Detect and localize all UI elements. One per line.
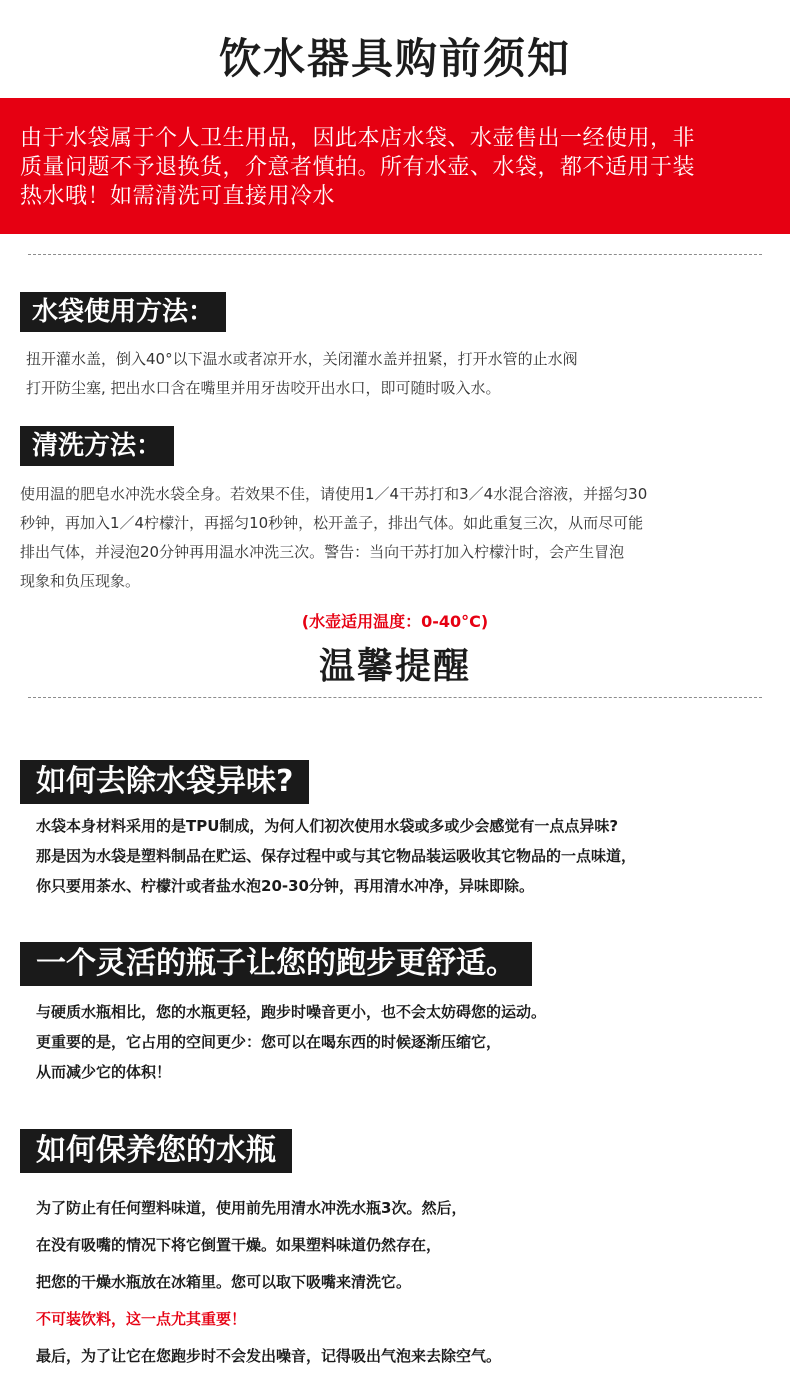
care-warning: 不可装饮料，这一点尤其重要！ — [36, 1310, 247, 1328]
care-line: 在没有吸嘴的情况下将它倒置干燥。如果塑料味道仍然存在， — [36, 1236, 442, 1254]
flexible-text — [36, 997, 546, 1087]
divider — [28, 254, 762, 255]
cleaning-text — [20, 480, 647, 596]
notice-line: 热水哦！如需清洗可直接用冷水 — [20, 184, 336, 209]
odor-heading: 如何去除水袋异味? — [20, 760, 309, 804]
cleaning-heading: 清洗方法： — [20, 426, 174, 466]
tips-title: 温馨提醒 — [318, 646, 471, 687]
odor-text — [36, 811, 636, 901]
cleaning-line: 使用温的肥皂水冲洗水袋全身。若效果不佳，请使用1／4干苏打和3／4水混合溶液，并摇匀30 — [20, 485, 648, 503]
notice-banner — [0, 98, 790, 234]
temperature-note: (水壶适用温度：0-40°C) — [301, 612, 489, 631]
odor-line: 你只要用茶水、柠檬汁或者盐水泡20-30分钟，再用清水冲净，异味即除。 — [36, 877, 534, 895]
notice-line: 质量问题不予退换货，介意者慎拍。所有水壶、水袋，都不适用于装 — [20, 155, 696, 180]
usage-line: 打开防尘塞, 把出水口含在嘴里并用牙齿咬开出水口，即可随时吸入水。 — [26, 379, 501, 397]
care-heading: 如何保养您的水瓶 — [20, 1129, 292, 1173]
flexible-line: 更重要的是，它占用的空间更少：您可以在喝东西的时候逐渐压缩它， — [36, 1033, 502, 1051]
divider — [28, 697, 762, 698]
notice-line: 由于水袋属于个人卫生用品，因此本店水袋、水壶售出一经使用，非 — [20, 126, 696, 151]
care-line: 最后，为了让它在您跑步时不会发出噪音，记得吸出气泡来去除空气。 — [36, 1347, 502, 1365]
care-text — [36, 1190, 501, 1375]
notice-text — [20, 124, 782, 211]
care-line: 把您的干燥水瓶放在冰箱里。您可以取下吸嘴来清洗它。 — [36, 1273, 412, 1291]
flexible-line: 与硬质水瓶相比，您的水瓶更轻，跑步时噪音更小，也不会太妨碍您的运动。 — [36, 1003, 547, 1021]
page-title: 饮水器具购前须知 — [218, 34, 571, 83]
cleaning-line: 排出气体，并浸泡20分钟再用温水冲洗三次。警告：当向干苏打加入柠檬汁时，会产生冒泡 — [20, 543, 625, 561]
odor-line: 那是因为水袋是塑料制品在贮运、保存过程中或与其它物品装运吸收其它物品的一点味道， — [36, 847, 637, 865]
flexible-heading: 一个灵活的瓶子让您的跑步更舒适。 — [20, 942, 532, 986]
cleaning-line: 现象和负压现象。 — [20, 572, 141, 590]
flexible-line: 从而减少它的体积！ — [36, 1063, 172, 1081]
usage-text — [26, 345, 578, 403]
care-line: 为了防止有任何塑料味道，使用前先用清水冲洗水瓶3次。然后， — [36, 1199, 467, 1217]
cleaning-line: 秒钟，再加入1／4柠檬汁，再摇匀10秒钟，松开盖子，排出气体。如此重复三次，从而尽可能 — [20, 514, 644, 532]
usage-line: 扭开灌水盖，倒入40°以下温水或者凉开水，关闭灌水盖并扭紧，打开水管的止水阀 — [26, 350, 578, 368]
odor-line: 水袋本身材料采用的是TPU制成，为何人们初次使用水袋或多或少会感觉有一点点异味? — [36, 817, 619, 835]
usage-heading: 水袋使用方法： — [20, 292, 226, 332]
